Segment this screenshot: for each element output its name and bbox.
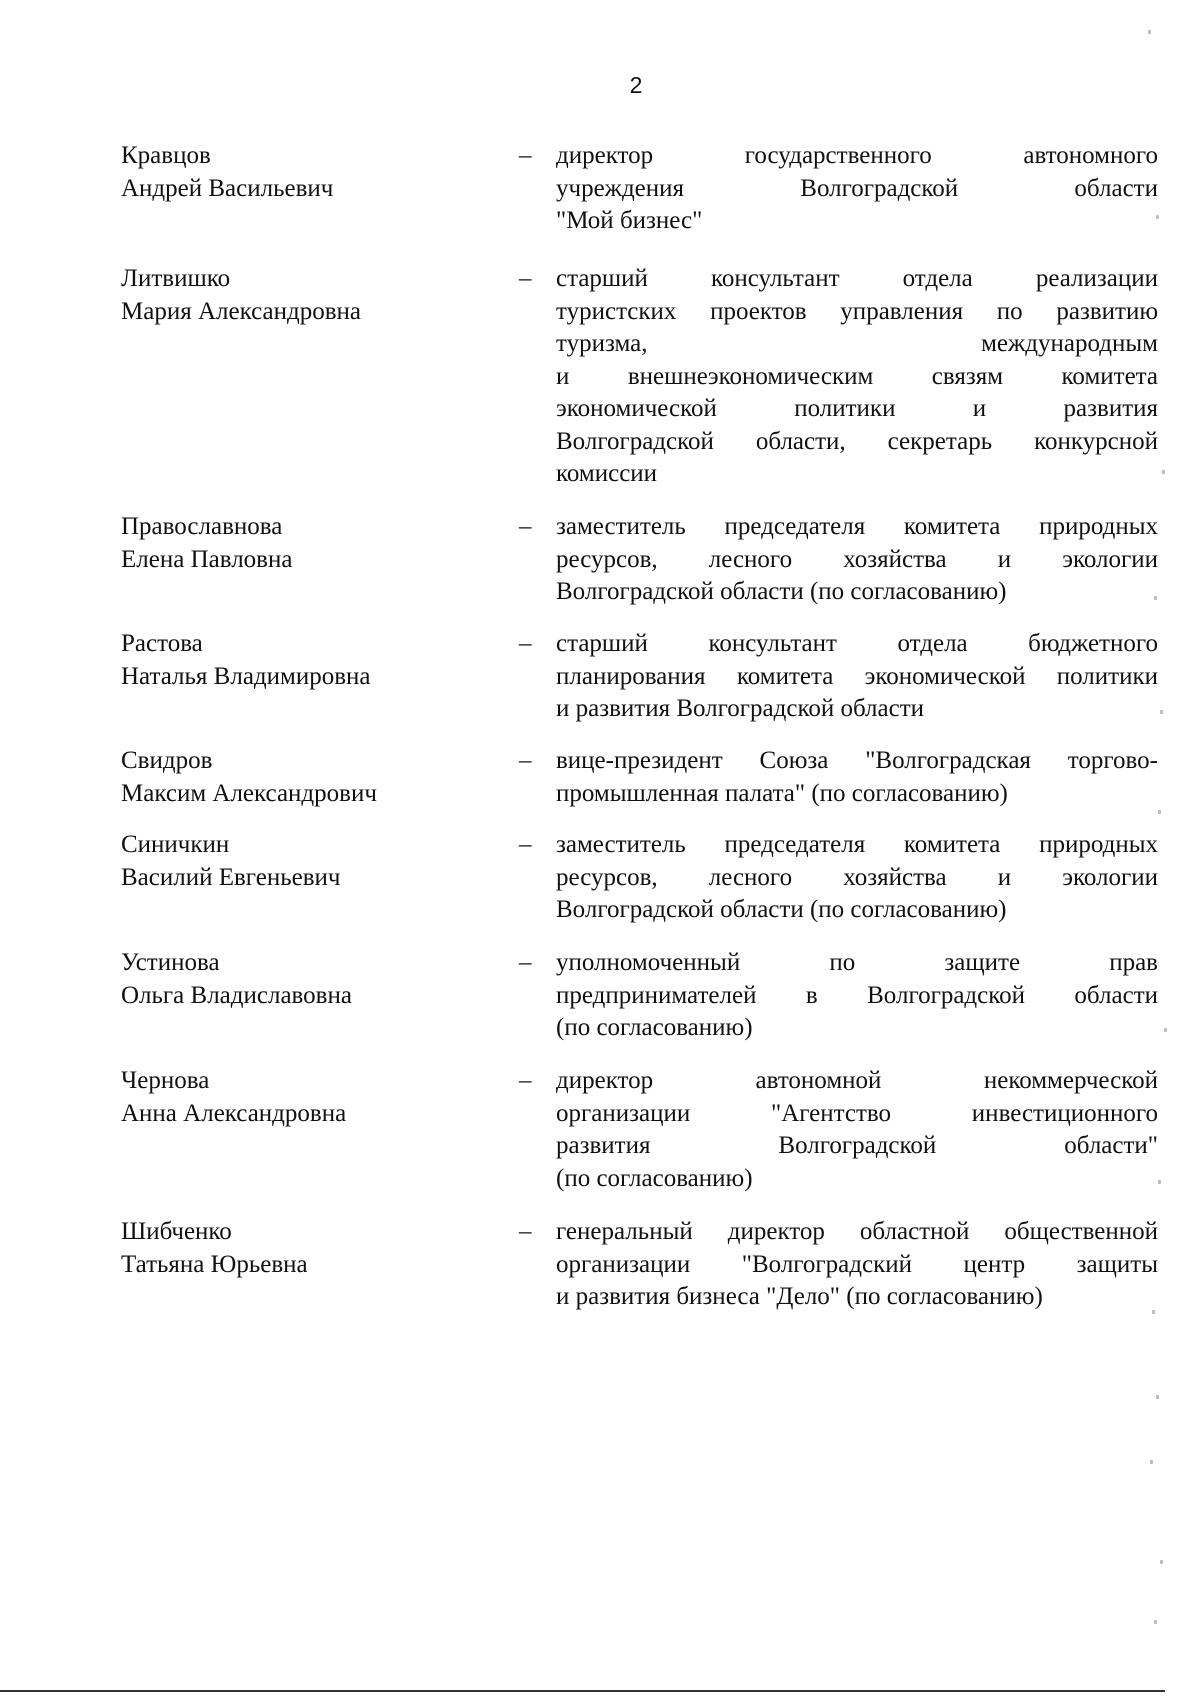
member-name: [121, 1216, 501, 1281]
member-surname: Литвишко: [121, 265, 231, 292]
member-given-names: Елена Павловна: [121, 545, 293, 573]
member-given-names: Андрей Васильевич: [121, 174, 334, 202]
position-line: и развития Волгоградской области: [556, 695, 925, 722]
member-dash: –: [519, 1218, 532, 1245]
position-line: вице-президент Союза "Волгоградская торгово-: [556, 747, 1158, 774]
position-line: и развития бизнеса "Дело" (по согласованию): [556, 1283, 1043, 1310]
member-surname: Чернова: [121, 1067, 210, 1094]
position-line: (по согласованию): [556, 1014, 753, 1041]
position-line: Волгоградской области, секретарь конкурсной: [556, 427, 1158, 455]
position-line: генеральный директор областной общественной: [556, 1218, 1158, 1245]
member-given-names: Мария Александровна: [121, 297, 361, 325]
member-position: [556, 511, 1158, 609]
position-line: комиссии: [556, 460, 658, 487]
position-line: старший консультант отдела бюджетного: [556, 630, 1158, 657]
member-surname: Кравцов: [121, 142, 211, 169]
member-name: [121, 1065, 501, 1130]
position-line: Волгоградской области (по согласованию): [556, 578, 1007, 605]
position-line: организации "Агентство инвестиционного: [556, 1099, 1158, 1127]
position-line: экономической политики и развития: [556, 395, 1158, 422]
member-dash: –: [519, 831, 532, 858]
member-dash: –: [519, 630, 532, 657]
position-line: старший консультант отдела реализации: [556, 265, 1158, 292]
member-given-names: Анна Александровна: [121, 1099, 347, 1127]
bottom-divider: [0, 1690, 1165, 1692]
member-given-names: Татьяна Юрьевна: [121, 1250, 308, 1278]
position-line: промышленная палата" (по согласованию): [556, 779, 1008, 807]
member-name: [121, 511, 501, 576]
member-dash: –: [519, 949, 532, 976]
member-position: [556, 1216, 1158, 1314]
member-position: [556, 745, 1158, 810]
position-line: предпринимателей в Волгоградской области: [556, 981, 1158, 1009]
member-name: [121, 745, 501, 810]
position-line: учреждения Волгоградской области: [556, 174, 1158, 202]
position-line: заместитель председателя комитета природных: [556, 831, 1158, 858]
member-surname: Растова: [121, 630, 203, 657]
position-line: директор государственного автономного: [556, 142, 1158, 169]
position-line: ресурсов, лесного хозяйства и экологии: [556, 545, 1158, 573]
member-given-names: Ольга Владиславовна: [121, 981, 352, 1009]
member-surname: Шибченко: [121, 1218, 232, 1245]
position-line: развития Волгоградской области": [556, 1132, 1158, 1159]
member-dash: –: [519, 747, 532, 774]
member-dash: –: [519, 142, 532, 169]
position-line: "Мой бизнес": [556, 207, 703, 234]
position-line: туристских проектов управления по развитию: [556, 297, 1158, 325]
member-given-names: Максим Александрович: [121, 779, 377, 807]
member-name: [121, 947, 501, 1012]
scan-noise: [1140, 0, 1200, 1697]
page-number: 2: [629, 72, 643, 98]
member-position: [556, 947, 1158, 1045]
position-line: и внешнеэкономическим связям комитета: [556, 362, 1158, 390]
member-position: [556, 140, 1158, 238]
member-position: [556, 628, 1158, 726]
position-line: туризма, международным: [556, 330, 1158, 357]
member-name: [121, 628, 501, 693]
member-dash: –: [519, 1067, 532, 1094]
member-position: [556, 263, 1158, 491]
member-name: [121, 140, 501, 205]
member-surname: Устинова: [121, 949, 220, 976]
position-line: (по согласованию): [556, 1164, 753, 1192]
position-line: ресурсов, лесного хозяйства и экологии: [556, 863, 1158, 891]
member-surname: Синичкин: [121, 831, 230, 858]
member-position: [556, 1065, 1158, 1195]
position-line: планирования комитета экономической политики: [556, 662, 1158, 690]
member-given-names: Наталья Владимировна: [121, 662, 371, 690]
member-position: [556, 829, 1158, 927]
member-dash: –: [519, 513, 532, 540]
position-line: уполномоченный по защите прав: [556, 949, 1158, 976]
position-line: заместитель председателя комитета природных: [556, 513, 1158, 540]
position-line: директор автономной некоммерческой: [556, 1067, 1158, 1094]
position-line: организации "Волгоградский центр защиты: [556, 1250, 1158, 1278]
member-name: [121, 829, 501, 894]
member-surname: Свидров: [121, 747, 213, 774]
member-dash: –: [519, 265, 532, 292]
member-given-names: Василий Евгеньевич: [121, 863, 341, 891]
position-line: Волгоградской области (по согласованию): [556, 896, 1007, 923]
member-name: [121, 263, 501, 328]
member-surname: Православнова: [121, 513, 283, 540]
